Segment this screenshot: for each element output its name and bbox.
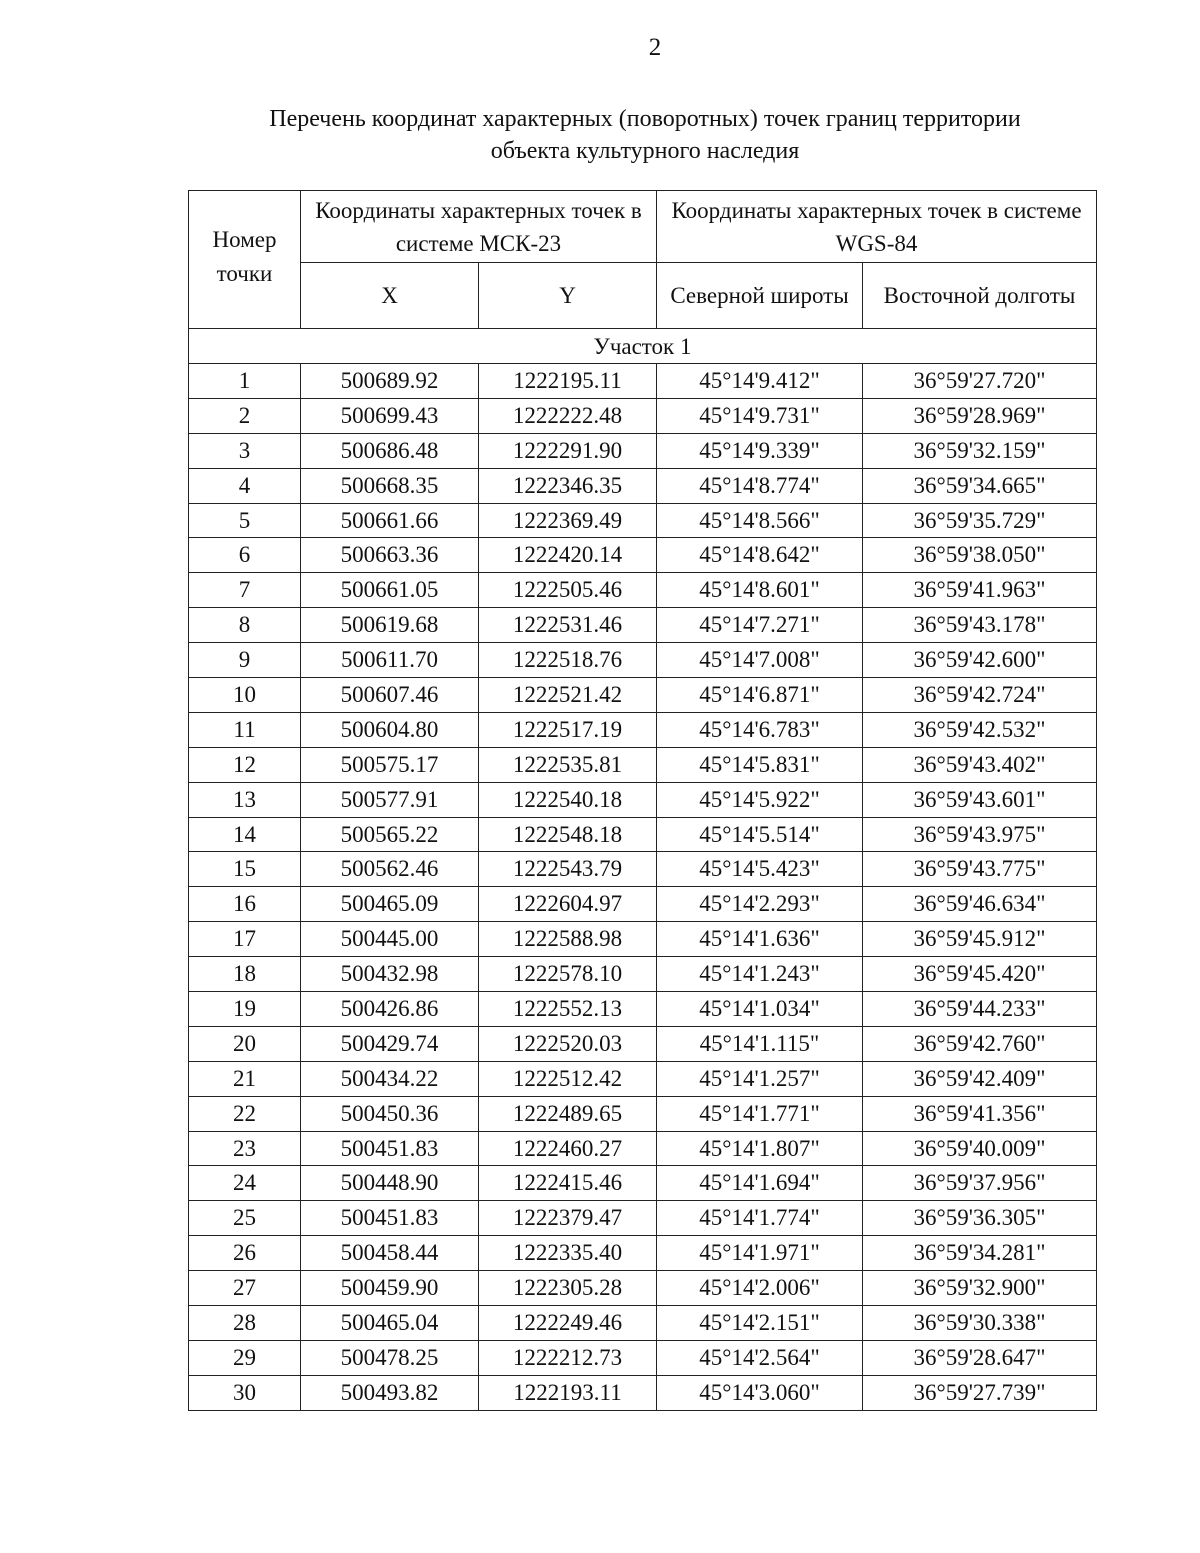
cell-east-longitude: 36°59'41.963" xyxy=(863,573,1097,608)
cell-east-longitude: 36°59'30.338" xyxy=(863,1306,1097,1341)
cell-east-longitude: 36°59'45.912" xyxy=(863,922,1097,957)
cell-y: 1222518.76 xyxy=(479,643,657,678)
cell-x: 500668.35 xyxy=(301,468,479,503)
table-row xyxy=(189,468,1097,503)
cell-point-number: 10 xyxy=(189,678,301,713)
cell-east-longitude: 36°59'38.050" xyxy=(863,538,1097,573)
cell-east-longitude: 36°59'35.729" xyxy=(863,503,1097,538)
cell-x: 500465.04 xyxy=(301,1306,479,1341)
cell-x: 500661.66 xyxy=(301,503,479,538)
cell-north-latitude: 45°14'9.339" xyxy=(657,433,863,468)
cell-x: 500661.05 xyxy=(301,573,479,608)
table-row xyxy=(189,957,1097,992)
cell-y: 1222521.42 xyxy=(479,678,657,713)
document-title xyxy=(210,103,1080,167)
cell-y: 1222379.47 xyxy=(479,1201,657,1236)
cell-x: 500565.22 xyxy=(301,817,479,852)
cell-y: 1222505.46 xyxy=(479,573,657,608)
cell-y: 1222548.18 xyxy=(479,817,657,852)
cell-east-longitude: 36°59'40.009" xyxy=(863,1131,1097,1166)
cell-y: 1222604.97 xyxy=(479,887,657,922)
cell-east-longitude: 36°59'43.178" xyxy=(863,608,1097,643)
cell-north-latitude: 45°14'1.771" xyxy=(657,1096,863,1131)
cell-y: 1222346.35 xyxy=(479,468,657,503)
header-north-latitude: Северной широты xyxy=(657,263,863,329)
cell-y: 1222535.81 xyxy=(479,747,657,782)
header-wgs84-group: Координаты характерных точек в системе WGS-84 xyxy=(657,191,1097,263)
cell-point-number: 22 xyxy=(189,1096,301,1131)
cell-east-longitude: 36°59'42.532" xyxy=(863,712,1097,747)
cell-east-longitude: 36°59'42.724" xyxy=(863,678,1097,713)
document-title-line-2: объекта культурного наследия xyxy=(490,138,800,164)
cell-x: 500448.90 xyxy=(301,1166,479,1201)
cell-north-latitude: 45°14'1.243" xyxy=(657,957,863,992)
table-row xyxy=(189,852,1097,887)
table-row xyxy=(189,1340,1097,1375)
cell-point-number: 11 xyxy=(189,712,301,747)
cell-y: 1222489.65 xyxy=(479,1096,657,1131)
cell-y: 1222249.46 xyxy=(479,1306,657,1341)
cell-point-number: 21 xyxy=(189,1061,301,1096)
cell-x: 500445.00 xyxy=(301,922,479,957)
cell-east-longitude: 36°59'41.356" xyxy=(863,1096,1097,1131)
cell-y: 1222460.27 xyxy=(479,1131,657,1166)
cell-east-longitude: 36°59'32.900" xyxy=(863,1271,1097,1306)
cell-y: 1222520.03 xyxy=(479,1026,657,1061)
cell-point-number: 16 xyxy=(189,887,301,922)
cell-y: 1222222.48 xyxy=(479,398,657,433)
cell-x: 500434.22 xyxy=(301,1061,479,1096)
table-row xyxy=(189,503,1097,538)
cell-north-latitude: 45°14'9.731" xyxy=(657,398,863,433)
cell-point-number: 25 xyxy=(189,1201,301,1236)
cell-north-latitude: 45°14'8.774" xyxy=(657,468,863,503)
header-msk23-group: Координаты характерных точек в системе МСК-23 xyxy=(301,191,657,263)
cell-x: 500451.83 xyxy=(301,1131,479,1166)
cell-x: 500619.68 xyxy=(301,608,479,643)
cell-y: 1222369.49 xyxy=(479,503,657,538)
table-row xyxy=(189,573,1097,608)
header-point-number: Номер точки xyxy=(189,191,301,329)
table-row xyxy=(189,678,1097,713)
cell-x: 500465.09 xyxy=(301,887,479,922)
cell-x: 500663.36 xyxy=(301,538,479,573)
cell-x: 500493.82 xyxy=(301,1375,479,1410)
cell-point-number: 4 xyxy=(189,468,301,503)
cell-x: 500686.48 xyxy=(301,433,479,468)
cell-north-latitude: 45°14'9.412" xyxy=(657,364,863,399)
cell-north-latitude: 45°14'2.151" xyxy=(657,1306,863,1341)
cell-y: 1222212.73 xyxy=(479,1340,657,1375)
cell-point-number: 3 xyxy=(189,433,301,468)
cell-north-latitude: 45°14'8.642" xyxy=(657,538,863,573)
cell-east-longitude: 36°59'37.956" xyxy=(863,1166,1097,1201)
cell-north-latitude: 45°14'1.115" xyxy=(657,1026,863,1061)
cell-east-longitude: 36°59'44.233" xyxy=(863,992,1097,1027)
header-y: Y xyxy=(479,263,657,329)
cell-point-number: 13 xyxy=(189,782,301,817)
cell-north-latitude: 45°14'7.271" xyxy=(657,608,863,643)
cell-east-longitude: 36°59'42.760" xyxy=(863,1026,1097,1061)
table-row xyxy=(189,1131,1097,1166)
cell-north-latitude: 45°14'1.774" xyxy=(657,1201,863,1236)
cell-x: 500699.43 xyxy=(301,398,479,433)
cell-east-longitude: 36°59'28.969" xyxy=(863,398,1097,433)
table-row xyxy=(189,782,1097,817)
cell-x: 500458.44 xyxy=(301,1236,479,1271)
table-row xyxy=(189,433,1097,468)
cell-point-number: 14 xyxy=(189,817,301,852)
cell-east-longitude: 36°59'43.601" xyxy=(863,782,1097,817)
cell-east-longitude: 36°59'42.600" xyxy=(863,643,1097,678)
table-row xyxy=(189,922,1097,957)
cell-north-latitude: 45°14'1.636" xyxy=(657,922,863,957)
cell-y: 1222193.11 xyxy=(479,1375,657,1410)
cell-north-latitude: 45°14'2.006" xyxy=(657,1271,863,1306)
cell-point-number: 23 xyxy=(189,1131,301,1166)
cell-point-number: 7 xyxy=(189,573,301,608)
cell-x: 500450.36 xyxy=(301,1096,479,1131)
table-row xyxy=(189,712,1097,747)
table-row xyxy=(189,1061,1097,1096)
cell-north-latitude: 45°14'5.514" xyxy=(657,817,863,852)
table-row xyxy=(189,817,1097,852)
cell-x: 500426.86 xyxy=(301,992,479,1027)
cell-y: 1222578.10 xyxy=(479,957,657,992)
coordinates-table-body xyxy=(189,329,1097,1411)
cell-point-number: 28 xyxy=(189,1306,301,1341)
cell-y: 1222420.14 xyxy=(479,538,657,573)
cell-north-latitude: 45°14'1.807" xyxy=(657,1131,863,1166)
table-row xyxy=(189,608,1097,643)
cell-x: 500459.90 xyxy=(301,1271,479,1306)
cell-y: 1222291.90 xyxy=(479,433,657,468)
cell-east-longitude: 36°59'43.402" xyxy=(863,747,1097,782)
cell-point-number: 19 xyxy=(189,992,301,1027)
cell-point-number: 27 xyxy=(189,1271,301,1306)
cell-point-number: 2 xyxy=(189,398,301,433)
coordinates-table xyxy=(188,190,1097,1411)
cell-x: 500607.46 xyxy=(301,678,479,713)
cell-east-longitude: 36°59'36.305" xyxy=(863,1201,1097,1236)
cell-north-latitude: 45°14'1.034" xyxy=(657,992,863,1027)
table-row xyxy=(189,1236,1097,1271)
header-east-longitude: Восточной долготы xyxy=(863,263,1097,329)
cell-north-latitude: 45°14'5.831" xyxy=(657,747,863,782)
cell-x: 500604.80 xyxy=(301,712,479,747)
table-row xyxy=(189,364,1097,399)
page-number: 2 xyxy=(648,34,662,61)
cell-north-latitude: 45°14'6.783" xyxy=(657,712,863,747)
cell-north-latitude: 45°14'3.060" xyxy=(657,1375,863,1410)
cell-y: 1222540.18 xyxy=(479,782,657,817)
cell-x: 500432.98 xyxy=(301,957,479,992)
cell-north-latitude: 45°14'6.871" xyxy=(657,678,863,713)
cell-y: 1222588.98 xyxy=(479,922,657,957)
cell-y: 1222512.42 xyxy=(479,1061,657,1096)
cell-north-latitude: 45°14'8.601" xyxy=(657,573,863,608)
table-row xyxy=(189,538,1097,573)
table-row xyxy=(189,747,1097,782)
cell-y: 1222543.79 xyxy=(479,852,657,887)
cell-x: 500429.74 xyxy=(301,1026,479,1061)
cell-point-number: 29 xyxy=(189,1340,301,1375)
cell-east-longitude: 36°59'34.665" xyxy=(863,468,1097,503)
cell-east-longitude: 36°59'43.975" xyxy=(863,817,1097,852)
cell-north-latitude: 45°14'1.694" xyxy=(657,1166,863,1201)
section-label: Участок 1 xyxy=(189,329,1097,364)
cell-x: 500451.83 xyxy=(301,1201,479,1236)
cell-y: 1222517.19 xyxy=(479,712,657,747)
cell-point-number: 20 xyxy=(189,1026,301,1061)
document-title-line-1: Перечень координат характерных (поворотных) точек границ территории xyxy=(269,106,1021,132)
cell-point-number: 18 xyxy=(189,957,301,992)
cell-point-number: 17 xyxy=(189,922,301,957)
section-row xyxy=(189,329,1097,364)
cell-east-longitude: 36°59'45.420" xyxy=(863,957,1097,992)
cell-point-number: 12 xyxy=(189,747,301,782)
cell-y: 1222335.40 xyxy=(479,1236,657,1271)
cell-point-number: 8 xyxy=(189,608,301,643)
table-row xyxy=(189,1166,1097,1201)
table-row xyxy=(189,398,1097,433)
cell-y: 1222531.46 xyxy=(479,608,657,643)
cell-x: 500575.17 xyxy=(301,747,479,782)
cell-x: 500611.70 xyxy=(301,643,479,678)
cell-east-longitude: 36°59'27.739" xyxy=(863,1375,1097,1410)
cell-x: 500689.92 xyxy=(301,364,479,399)
table-row xyxy=(189,1096,1097,1131)
table-row xyxy=(189,1271,1097,1306)
cell-point-number: 24 xyxy=(189,1166,301,1201)
cell-east-longitude: 36°59'32.159" xyxy=(863,433,1097,468)
table-row xyxy=(189,1026,1097,1061)
cell-point-number: 26 xyxy=(189,1236,301,1271)
cell-point-number: 15 xyxy=(189,852,301,887)
cell-y: 1222305.28 xyxy=(479,1271,657,1306)
table-row xyxy=(189,1375,1097,1410)
cell-east-longitude: 36°59'27.720" xyxy=(863,364,1097,399)
cell-east-longitude: 36°59'28.647" xyxy=(863,1340,1097,1375)
cell-y: 1222195.11 xyxy=(479,364,657,399)
cell-east-longitude: 36°59'43.775" xyxy=(863,852,1097,887)
cell-point-number: 5 xyxy=(189,503,301,538)
cell-x: 500577.91 xyxy=(301,782,479,817)
table-row xyxy=(189,643,1097,678)
cell-north-latitude: 45°14'5.922" xyxy=(657,782,863,817)
cell-y: 1222552.13 xyxy=(479,992,657,1027)
cell-east-longitude: 36°59'46.634" xyxy=(863,887,1097,922)
table-row xyxy=(189,992,1097,1027)
cell-point-number: 1 xyxy=(189,364,301,399)
cell-point-number: 6 xyxy=(189,538,301,573)
cell-north-latitude: 45°14'8.566" xyxy=(657,503,863,538)
cell-x: 500478.25 xyxy=(301,1340,479,1375)
cell-east-longitude: 36°59'42.409" xyxy=(863,1061,1097,1096)
header-x: X xyxy=(301,263,479,329)
table-row xyxy=(189,1306,1097,1341)
table-row xyxy=(189,1201,1097,1236)
cell-y: 1222415.46 xyxy=(479,1166,657,1201)
cell-north-latitude: 45°14'7.008" xyxy=(657,643,863,678)
cell-north-latitude: 45°14'1.971" xyxy=(657,1236,863,1271)
cell-north-latitude: 45°14'1.257" xyxy=(657,1061,863,1096)
cell-point-number: 9 xyxy=(189,643,301,678)
cell-east-longitude: 36°59'34.281" xyxy=(863,1236,1097,1271)
cell-north-latitude: 45°14'2.293" xyxy=(657,887,863,922)
cell-point-number: 30 xyxy=(189,1375,301,1410)
table-row xyxy=(189,887,1097,922)
cell-north-latitude: 45°14'5.423" xyxy=(657,852,863,887)
cell-north-latitude: 45°14'2.564" xyxy=(657,1340,863,1375)
cell-x: 500562.46 xyxy=(301,852,479,887)
